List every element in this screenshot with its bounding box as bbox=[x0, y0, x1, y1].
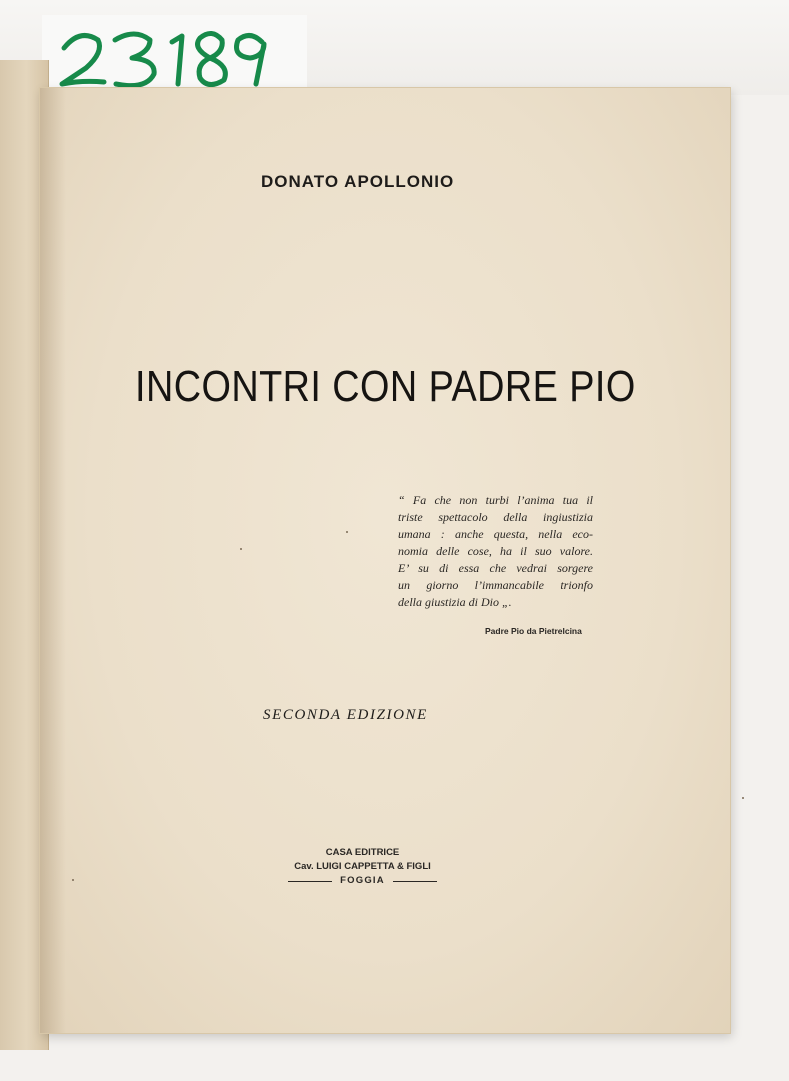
epigraph-line: nomia delle cose, ha il suo valore. bbox=[398, 544, 593, 558]
epigraph-line: “ Fa che non turbi l’anima tua il bbox=[398, 493, 593, 507]
author-name: DONATO APOLLONIO bbox=[261, 172, 455, 191]
publisher-line-2: Cav. LUIGI CAPPETTA & FIGLI bbox=[294, 861, 431, 872]
page-gutter-shadow bbox=[40, 88, 66, 1033]
publisher-block bbox=[265, 846, 460, 888]
epigraph-attribution: Padre Pio da Pietrelcina bbox=[485, 626, 582, 636]
epigraph-line: triste spettacolo della ingiustizia bbox=[398, 510, 593, 524]
divider-right bbox=[393, 881, 437, 882]
epigraph-line: della giustizia di Dio „. bbox=[398, 595, 512, 609]
paper-speck bbox=[742, 797, 744, 799]
paper-speck bbox=[346, 531, 348, 533]
book-title: INCONTRI CON PADRE PIO bbox=[135, 362, 636, 411]
title-page bbox=[40, 88, 730, 1033]
publisher-line-1: CASA EDITRICE bbox=[325, 847, 400, 858]
paper-speck bbox=[240, 548, 242, 550]
publisher-city: FOGGIA bbox=[340, 875, 385, 886]
paper-speck bbox=[72, 879, 74, 881]
divider-left bbox=[288, 881, 332, 882]
epigraph-line: un giorno l’immancabile trionfo bbox=[398, 578, 593, 592]
epigraph-line: umana : anche questa, nella eco- bbox=[398, 527, 593, 541]
epigraph bbox=[398, 492, 593, 611]
edition-label: SECONDA EDIZIONE bbox=[263, 707, 428, 723]
epigraph-line: E’ su di essa che vedrai sorgere bbox=[398, 561, 593, 575]
publisher-city-row bbox=[265, 874, 460, 888]
